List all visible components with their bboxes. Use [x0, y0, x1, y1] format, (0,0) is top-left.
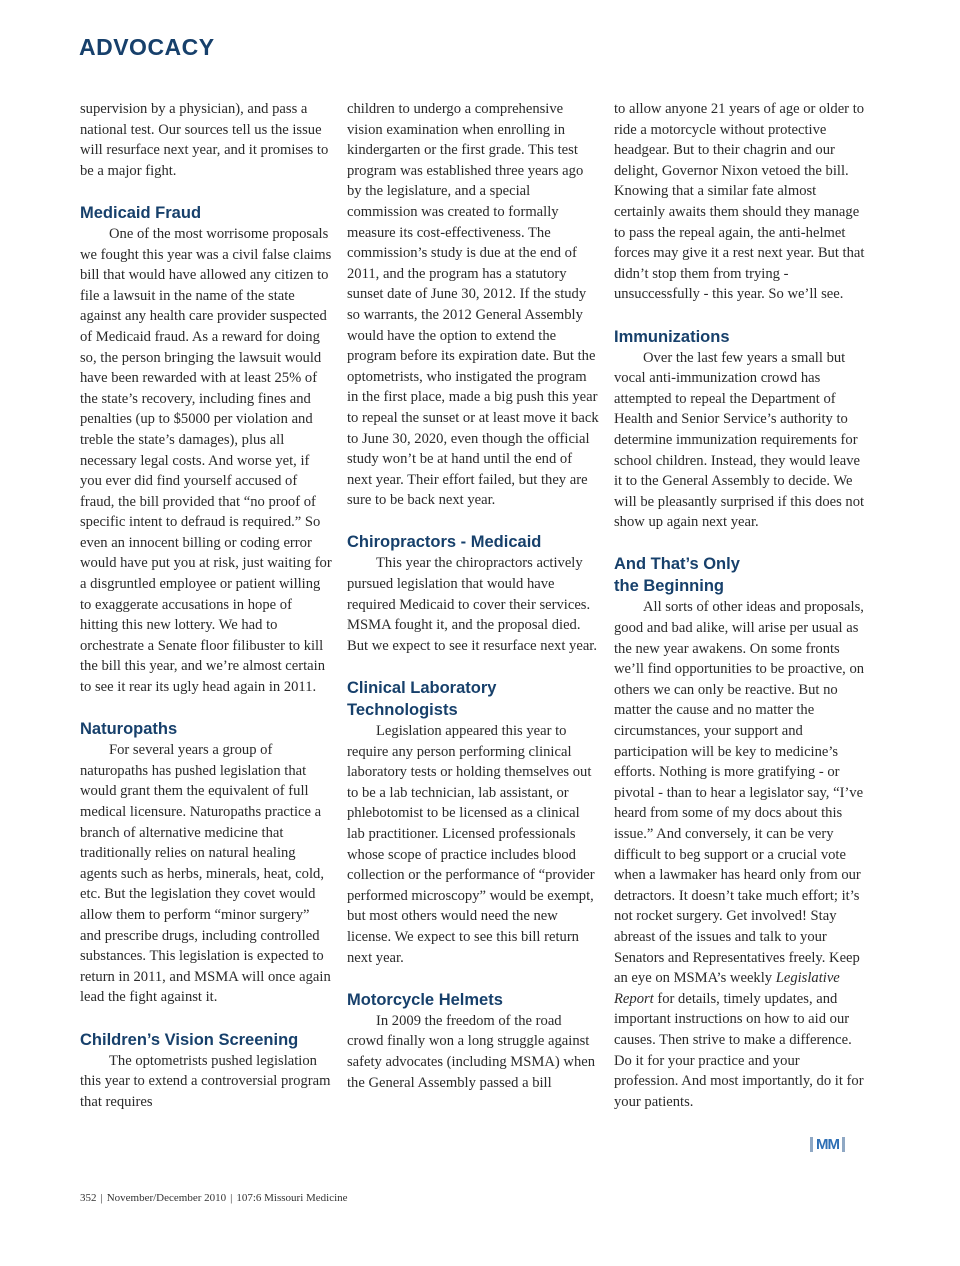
paragraph-motorcycle-continued: to allow anyone 21 years of age or older to ride a motorcycle without protective headgear. But to their chagrin and our delight, Governor Nixon vetoed the bill. Knowing that a similar fate almost certainly awaits them should they manage to pass the repeal again, the anti-helmet forces may give it a rest next year. But that didn’t stop them from trying - unsuccessfully - this year. So we’ll see. [614, 101, 865, 303]
footer-separator: | [230, 1192, 233, 1204]
heading-clinical-lab-line1: Clinical Laboratory [347, 679, 497, 698]
paragraph-vision-continued: children to undergo a comprehensive vision examination when enrolling in kindergarten or the first grade. This test program was established three years ago by the legislature, and a special commission was created to formally measure its cost-effectiveness. The commission’s study is due at the end of 2011, and the program has a statutory sunset date of June 30, 2012. If the study so warrants, the 2012 General Assembly would have the option to extend the program before its expiration date. But the optometrists, who instigated the program in the first place, made a big push this year to repeal the sunset or at least move it back to June 30, 2020, even though the official study won’t be at hand until the end of next year. Their effort failed, but they are sure to be back next year. [347, 101, 599, 509]
heading-medicaid-fraud: Medicaid Fraud [80, 203, 202, 222]
paragraph-beginning-part1: All sorts of other ideas and proposals, good and bad alike, will arise per usual as the new year awakens. On some fronts we’ll find opportunities to be proactive, on others we can only be reactive. But no matter the cause and no matter the circumstances, your support and participation will be key to medicine’s efforts. Nothing is more gratifying - or pivotal - than to hear a legislator say, “I’ve heard from some of my docs about this issue.” And conversely, it can be very difficult to beg support or a crucial vote when a lawmaker has heard only from our detractors. It doesn’t take much effort; it’s not rocket surgery. Get involved! Stay abreast of the issues and talk to your Senators and Representatives freely. Keep an eye on MSMA’s weekly [614, 599, 865, 987]
paragraph-intro: supervision by a physician), and pass a national test. Our sources tell us the issue will resurface next year, and it promises to be a major fight. [80, 101, 329, 179]
paragraph-beginning [614, 597, 866, 1112]
column-3 [614, 99, 866, 1112]
heading-beginning-line2: the Beginning [614, 577, 724, 596]
missouri-medicine-logo: MM [810, 1137, 845, 1152]
paragraph-beginning-part2: for details, timely updates, and important instructions on how to aid our causes. Then strive to make a difference. Do it for your practice and your profession. And most importantly, do it for your patients. [614, 990, 864, 1110]
heading-clinical-lab [347, 677, 599, 721]
paragraph-childrens-vision: The optometrists pushed legislation this year to extend a controversial program that requires [80, 1052, 331, 1110]
footer-separator: | [100, 1192, 103, 1204]
issue-date: November/December 2010 [106, 1192, 227, 1204]
heading-motorcycle-helmets: Motorcycle Helmets [347, 990, 503, 1009]
column-1 [80, 99, 332, 1112]
heading-beginning [614, 553, 866, 597]
section-label: ADVOCACY [79, 34, 215, 60]
paragraph-chiropractors: This year the chiropractors actively pursued legislation that would have required Medicaid to cover their services. MSMA fought it, and the proposal died. But we expect to see it resurface next year. [347, 555, 598, 654]
paragraph-medicaid-fraud: One of the most worrisome proposals we fought this year was a civil false claims bill that would have allowed any citizen to file a lawsuit in the name of the state against any health care provider suspected of Medicaid fraud. As a reward for doing so, the person bringing the lawsuit would have been rewarded with at least 25% of the state’s recovery, including fines and penalties (up to $5000 per violation and treble the state’s damages), plus all necessary legal costs. And worse yet, if you ever did find yourself accused of fraud, the bill provided that “no proof of specific intent to defraud is required.” So even an innocent billing or coding error would have put you at risk, just waiting for a disgruntled employee or patient willing to exaggerate accusations in hope of hitting this new lottery. We had to orchestrate a Senate floor filibuster to kill the bill this year, and we’re almost certain to see it rear its ugly head again in 2011. [80, 225, 332, 696]
page-footer [80, 1192, 348, 1204]
heading-clinical-lab-line2: Technologists [347, 701, 458, 720]
heading-naturopaths: Naturopaths [80, 720, 178, 739]
paragraph-motorcycle-helmets: In 2009 the freedom of the road crowd finally won a long struggle against safety advocates (including MSMA) when the General Assembly passed a bill [347, 1012, 596, 1091]
publication-name: 107:6 Missouri Medicine [236, 1192, 348, 1204]
legislative-report-title: Legislative Report [614, 970, 840, 1007]
paragraph-immunizations: Over the last few years a small but vocal anti-immunization crowd has attempted to repeal the Department of Health and Senior Service’s authority to determine immunization requirements for school children. Instead, they would leave it to the General Assembly to decide. We will be pleasantly surprised if this does not show up again next year. [614, 349, 865, 531]
paragraph-naturopaths: For several years a group of naturopaths has pushed legislation that would grant them the equivalent of full medical licensure. Naturopaths practice a branch of alternative medicine that traditionally relies on natural healing agents such as herbs, minerals, heat, cold, etc. But the legislation they covet would allow them to perform “minor surgery” and prescribe drugs, including controlled substances. This legislation is expected to return in 2011, and MSMA will once again lead the fight against it. [80, 742, 331, 1006]
heading-childrens-vision: Children’s Vision Screening [80, 1030, 299, 1049]
column-2 [347, 99, 599, 1093]
page-number: 352 [80, 1192, 97, 1204]
heading-immunizations: Immunizations [614, 327, 730, 346]
paragraph-clinical-lab: Legislation appeared this year to require any person performing clinical laboratory tests or holding themselves out to be a lab technician, lab assistant, or phlebotomist to be licensed as a clinical lab practitioner. Licensed professionals whose scope of practice includes blood collection or the performance of “provider performed microscopy” would be exempt, but most others would need the new license. We expect to see this bill return next year. [347, 723, 595, 966]
heading-chiropractors: Chiropractors - Medicaid [347, 533, 542, 552]
heading-beginning-line1: And That’s Only [614, 555, 740, 574]
